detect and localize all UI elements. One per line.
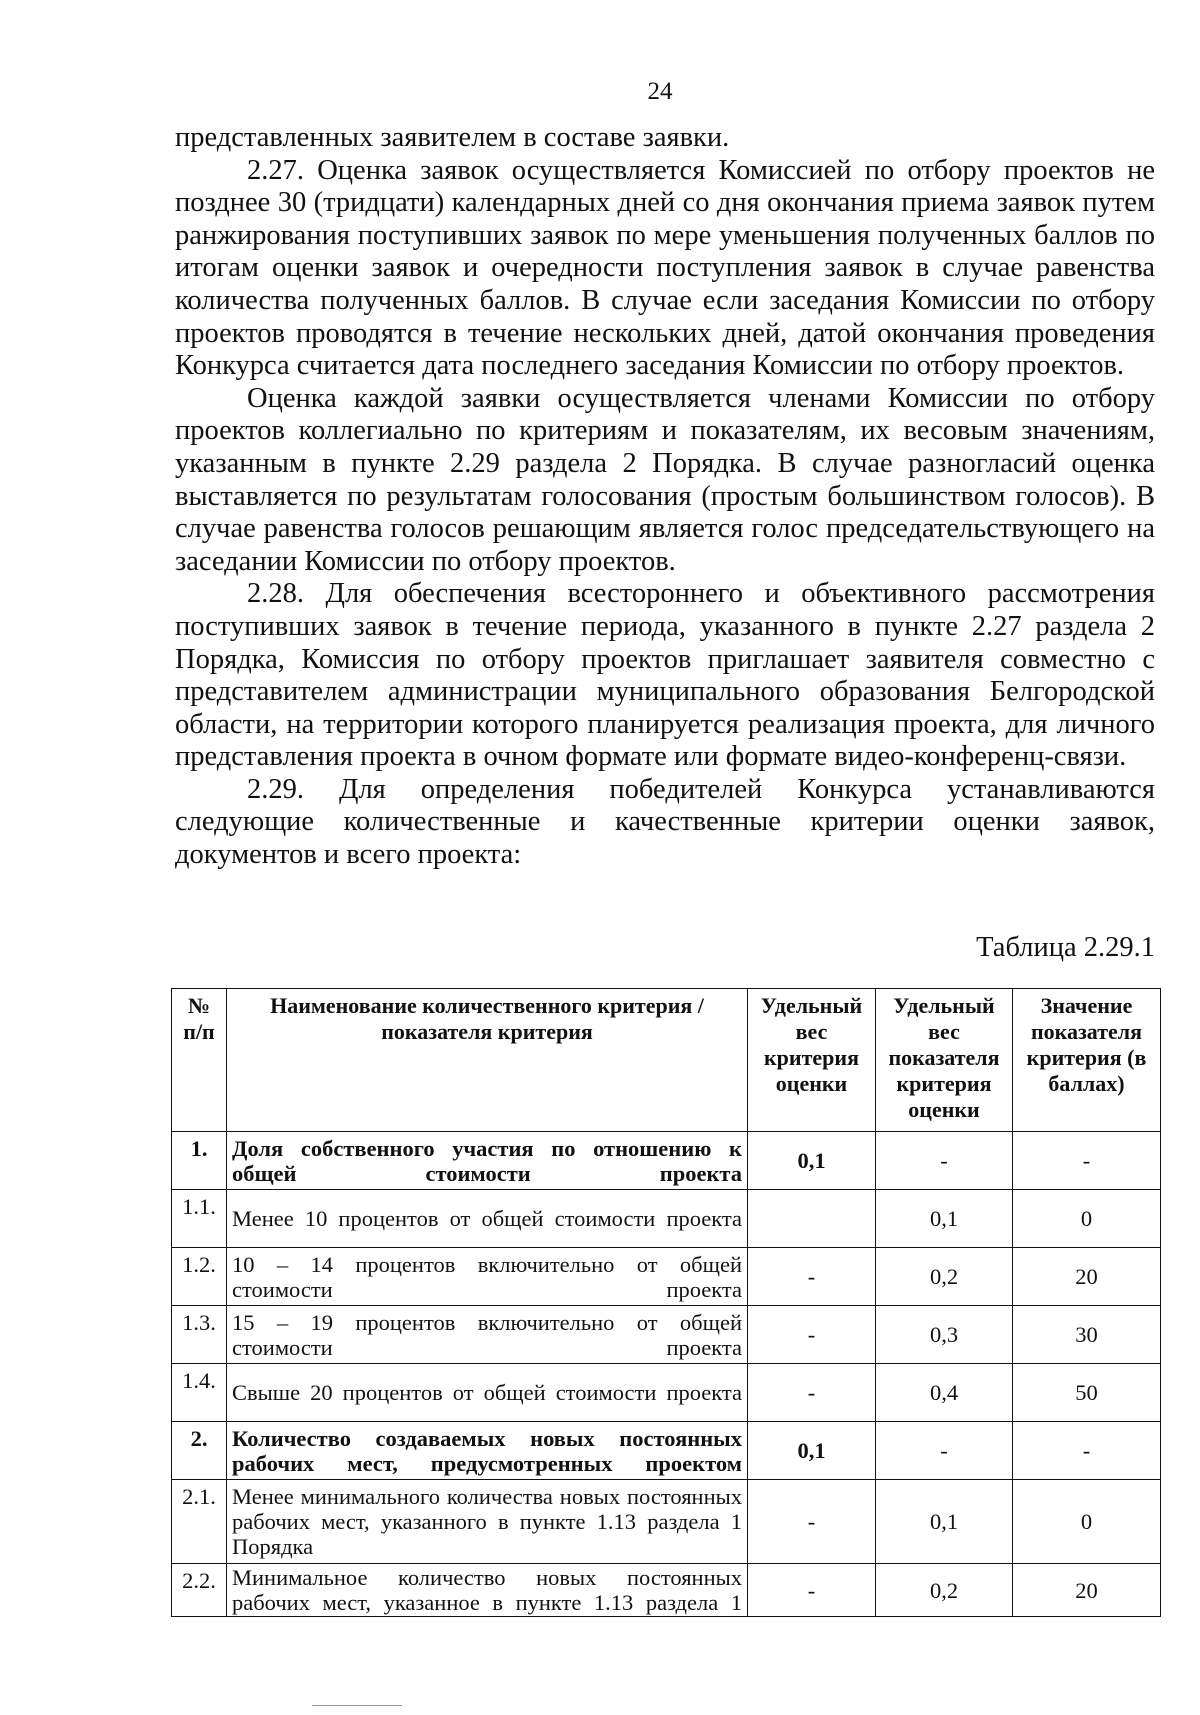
table-row — [172, 1248, 1161, 1306]
row-criterion-weight: - — [748, 1564, 876, 1617]
page-number: 24 — [647, 78, 673, 105]
criteria-table — [171, 988, 1161, 1617]
table-row — [172, 1564, 1161, 1617]
row-num: 2.1. — [172, 1480, 227, 1564]
body-text — [175, 122, 1155, 872]
row-criterion-weight: 0,1 — [748, 1422, 876, 1480]
row-criterion-weight: - — [748, 1306, 876, 1364]
paragraph-2-28: 2.28. Для обеспечения всестороннего и объективного рассмотрения поступивших заявок в течение периода, указанного в пункте 2.27 раздела 2 Порядка, Комиссия по отбору проектов приглашает заявителя совместно с представителем администрации муниципального образования Белгородской области, на территории которого планируется реализация проекта, для личного представления проекта в очном формате или формате видео-конференц-связи. — [175, 578, 1155, 773]
row-name: 15 – 19 процентов включительно от общей стоимости проекта — [227, 1306, 748, 1364]
row-criterion-weight — [748, 1190, 876, 1248]
row-score: 20 — [1013, 1248, 1161, 1306]
scan-artifact-rule — [312, 1705, 402, 1706]
table-row — [172, 1306, 1161, 1364]
row-num: 1. — [172, 1132, 227, 1190]
row-indicator-weight: 0,1 — [876, 1190, 1013, 1248]
row-name: Минимальное количество новых постоянных рабочих мест, указанное в пункте 1.13 раздела 1 — [227, 1564, 748, 1617]
row-criterion-weight: - — [748, 1480, 876, 1564]
table-row — [172, 1132, 1161, 1190]
header-name: Наименование количественного критерия / показателя критерия — [227, 989, 748, 1132]
row-criterion-weight: 0,1 — [748, 1132, 876, 1190]
row-score: - — [1013, 1422, 1161, 1480]
table-row — [172, 1190, 1161, 1248]
row-name: Доля собственного участия по отношению к общей стоимости проекта — [227, 1132, 748, 1190]
row-name: Менее минимального количества новых постоянных рабочих мест, указанного в пункте 1.13 раздела 1 Порядка — [227, 1480, 748, 1564]
row-score: 0 — [1013, 1480, 1161, 1564]
row-indicator-weight: 0,3 — [876, 1306, 1013, 1364]
row-num: 1.3. — [172, 1306, 227, 1364]
paragraph-continuation: представленных заявителем в составе заявки. — [175, 122, 730, 153]
row-num: 2.2. — [172, 1564, 227, 1617]
row-score: 20 — [1013, 1564, 1161, 1617]
paragraph-2-27: 2.27. Оценка заявок осуществляется Комиссией по отбору проектов не позднее 30 (тридцати) календарных дней со дня окончания приема заявок путем ранжирования поступивших заявок по мере уменьшения полученных баллов по итогам оценки заявок и очередности поступления заявок в случае равенства количества полученных баллов. В случае если заседания Комиссии по отбору проектов проводятся в течение нескольких дней, датой окончания проведения Конкурса считается дата последнего заседания Комиссии по отбору проектов. — [175, 154, 1155, 382]
paragraph-evaluation: Оценка каждой заявки осуществляется членами Комиссии по отбору проектов коллегиально по критериям и показателям, их весовым значениям, указанным в пункте 2.29 раздела 2 Порядка. В случае разногласий оценка выставляется по результатам голосования (простым большинством голосов). В случае равенства голосов решающим является голос председательствующего на заседании Комиссии по отбору проектов. — [175, 382, 1155, 577]
row-indicator-weight: 0,4 — [876, 1364, 1013, 1422]
header-indicator-weight: Удельный вес показателя критерия оценки — [876, 989, 1013, 1132]
header-criterion-weight: Удельный вес критерия оценки — [748, 989, 876, 1132]
table-row — [172, 1364, 1161, 1422]
row-indicator-weight: 0,2 — [876, 1248, 1013, 1306]
row-indicator-weight: - — [876, 1422, 1013, 1480]
paragraph-2-29: 2.29. Для определения победителей Конкурса устанавливаются следующие количественные и качественные критерии оценки заявок, документов и всего проекта: — [175, 773, 1155, 871]
row-name: Менее 10 процентов от общей стоимости проекта — [227, 1190, 748, 1248]
row-criterion-weight: - — [748, 1248, 876, 1306]
row-name: Количество создаваемых новых постоянных рабочих мест, предусмотренных проектом — [227, 1422, 748, 1480]
table-header-row — [172, 989, 1161, 1132]
row-score: 30 — [1013, 1306, 1161, 1364]
table-row — [172, 1480, 1161, 1564]
row-score: 0 — [1013, 1190, 1161, 1248]
table-row — [172, 1422, 1161, 1480]
table-caption: Таблица 2.29.1 — [976, 932, 1155, 963]
row-num: 1.2. — [172, 1248, 227, 1306]
row-indicator-weight: - — [876, 1132, 1013, 1190]
row-score: - — [1013, 1132, 1161, 1190]
header-score: Значение показателя критерия (в баллах) — [1013, 989, 1161, 1132]
row-name: 10 – 14 процентов включительно от общей стоимости проекта — [227, 1248, 748, 1306]
row-score: 50 — [1013, 1364, 1161, 1422]
row-num: 1.1. — [172, 1190, 227, 1248]
row-indicator-weight: 0,1 — [876, 1480, 1013, 1564]
row-indicator-weight: 0,2 — [876, 1564, 1013, 1617]
row-criterion-weight: - — [748, 1364, 876, 1422]
row-num: 1.4. — [172, 1364, 227, 1422]
row-num: 2. — [172, 1422, 227, 1480]
header-num: № п/п — [172, 989, 227, 1132]
row-name: Свыше 20 процентов от общей стоимости проекта — [227, 1364, 748, 1422]
